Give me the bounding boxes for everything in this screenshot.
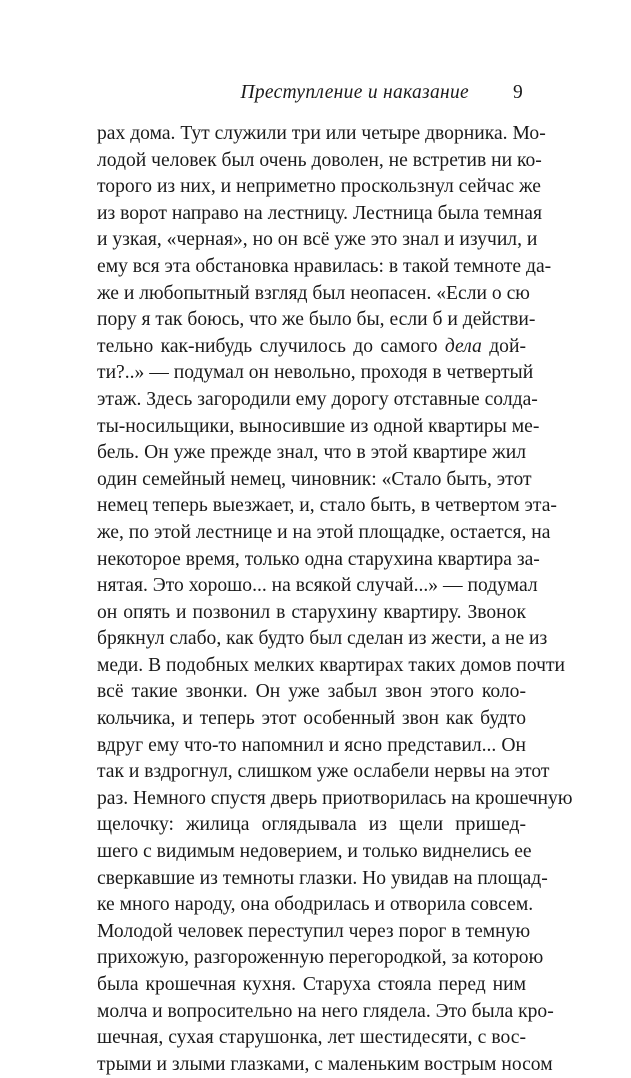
text-line: ке много народу, она ободрилась и отворила совсем. (97, 894, 534, 916)
text-line: молча и вопросительно на него глядела. Это была кро- (97, 1000, 554, 1022)
text-line: ты-носильщики, выносившие из одной квартиры ме- (97, 415, 540, 437)
text-line: сверкавшие из темноты глазки. Но увидав на площад- (97, 867, 548, 889)
text-line: нятая. Это хорошо... на всякой случай...» — подумал (97, 575, 538, 597)
text-line: вдруг ему что-то напомнил и ясно представил... Он (97, 734, 526, 756)
text-line: ти?..» — подумал он невольно, проходя в четвертый (97, 362, 534, 384)
text-line: торого из них, и неприметно проскользнул сейчас же (97, 176, 541, 198)
text-line: рах дома. Тут служили три или четыре дворника. Мо- (97, 123, 546, 144)
text-line: кольчика, и теперь этот особенный звон как будто (97, 708, 526, 730)
text-line: бель. Он уже прежде знал, что в этой квартире жил (97, 442, 526, 464)
text-line: шечная, сухая старушонка, лет шестидесяти, с вос- (97, 1027, 526, 1049)
text-line: же, по этой лестнице и на этой площадке, остается, на (97, 521, 551, 543)
text-line: некоторое время, только одна старухина квартира за- (97, 548, 540, 570)
text-line: лодой человек был очень доволен, не встретив ни ко- (97, 149, 542, 171)
text-line: ему вся эта обстановка нравилась: в такой темноте да- (97, 255, 552, 277)
text-line: меди. В подобных мелких квартирах таких домов почти (97, 654, 566, 676)
text-line: была крошечная кухня. Старуха стояла перед ним (97, 974, 526, 995)
text-line: щелочку: жилица оглядывала из щели пришед- (97, 814, 526, 836)
page-number: 9 (513, 82, 523, 103)
text-line: трыми и злыми глазками, с маленьким вострым носом (97, 1053, 553, 1075)
text-line-with-italic (97, 334, 526, 361)
text-line: так и вздрогнул, слишком уже ослабели нервы на этот (97, 761, 550, 783)
text-line: прихожую, разгороженную перегородкой, за которою (97, 947, 544, 969)
italic-word: дела (444, 335, 482, 357)
text-line: Молодой человек переступил через порог в темную (97, 920, 531, 942)
text-line-start: тельно как-нибудь случилось до самого (97, 335, 445, 357)
running-title: Преступление и наказание (240, 82, 469, 103)
running-header (0, 82, 631, 112)
text-line: один семейный немец, чиновник: «Стало быть, этот (97, 468, 532, 490)
text-line: этаж. Здесь загородили ему дорогу отставные солда- (97, 388, 538, 410)
text-line: он опять и позвонил в старухину квартиру. Звонок (97, 601, 526, 623)
text-line: всё такие звонки. Он уже забыл звон этого коло- (97, 681, 526, 703)
text-line: раз. Немного спустя дверь приотворилась на крошечную (97, 787, 573, 809)
text-line: пору я так боюсь, что же было бы, если б и действи- (97, 309, 536, 331)
text-line: шего с видимым недоверием, и только виднелись ее (97, 841, 532, 863)
text-line-end: дой- (481, 335, 526, 357)
body-text (97, 121, 573, 1078)
text-line: брякнул слабо, как будто был сделан из жести, а не из (97, 628, 548, 650)
text-line: из ворот направо на лестницу. Лестница была темная (97, 202, 542, 224)
text-line: немец теперь выезжает, и, стало быть, в четвертом эта- (97, 495, 557, 517)
text-line: и узкая, «черная», но он всё уже это знал и изучил, и (97, 229, 538, 251)
text-line: же и любопытный взгляд был неопасен. «Если о сю (97, 282, 530, 304)
